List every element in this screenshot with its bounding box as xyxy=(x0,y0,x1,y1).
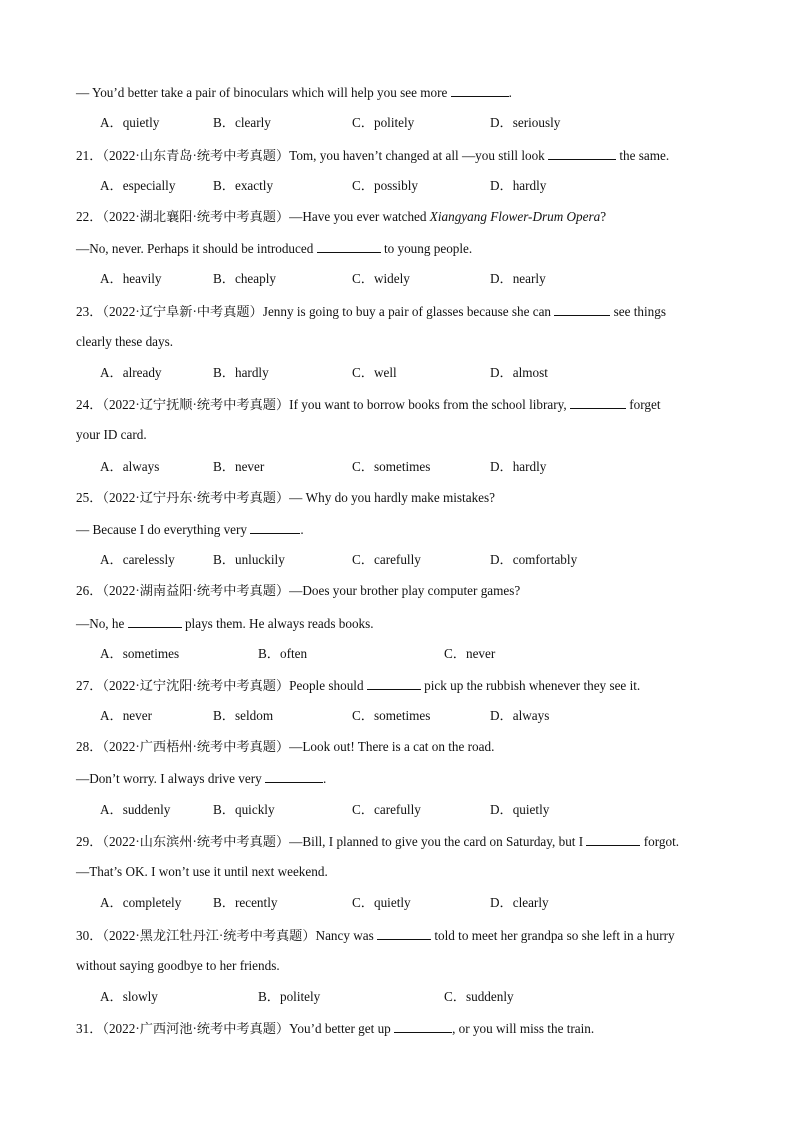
option-a: A．suddenly xyxy=(100,802,171,817)
option-d: D．comfortably xyxy=(490,552,578,567)
q23-question: 23．（2022·辽宁阜新·中考真题）Jenny is going to buy a pair of glasses because she can see things xyxy=(76,304,667,319)
q31-question: 31．（2022·广西河池·统考中考真题）You’d better get up , or you will miss the train. xyxy=(76,1021,595,1036)
q26-question: 26．（2022·湖南益阳·统考中考真题）—Does your brother play computer games? xyxy=(76,583,521,598)
option-a: A．always xyxy=(100,459,160,474)
option-b: B．hardly xyxy=(213,365,269,380)
blank xyxy=(548,147,616,160)
option-a: A．heavily xyxy=(100,271,162,286)
option-d: D．clearly xyxy=(490,895,549,910)
option-c: C．carefully xyxy=(352,552,421,567)
option-c: C．sometimes xyxy=(352,459,431,474)
q29-response: —That’s OK. I won’t use it until next weekend. xyxy=(76,864,328,879)
q23-question-cont: clearly these days. xyxy=(76,334,174,349)
blank xyxy=(317,240,381,253)
option-a: A．slowly xyxy=(100,989,158,1004)
q26-response: —No, he plays them. He always reads books. xyxy=(76,616,374,631)
option-b: B．cheaply xyxy=(213,271,276,286)
option-d: D．seriously xyxy=(490,115,561,130)
option-c: C．well xyxy=(352,365,397,380)
option-b: B．unluckily xyxy=(213,552,285,567)
option-c: C．sometimes xyxy=(352,708,431,723)
blank xyxy=(377,927,431,940)
option-a: A．never xyxy=(100,708,152,723)
blank xyxy=(451,84,509,97)
blank xyxy=(394,1020,452,1033)
option-c: C．widely xyxy=(352,271,410,286)
option-a: A．already xyxy=(100,365,162,380)
option-b: B．clearly xyxy=(213,115,271,130)
option-a: A．quietly xyxy=(100,115,160,130)
option-a: A．carelessly xyxy=(100,552,175,567)
q25-response: — Because I do everything very . xyxy=(76,522,304,537)
option-c: C．never xyxy=(444,646,496,661)
option-d: D．hardly xyxy=(490,178,547,193)
blank xyxy=(570,396,626,409)
blank xyxy=(265,770,323,783)
q28-response: —Don’t worry. I always drive very . xyxy=(76,771,327,786)
option-b: B．never xyxy=(213,459,265,474)
q30-question-cont: without saying goodbye to her friends. xyxy=(76,958,280,973)
option-d: D．quietly xyxy=(490,802,550,817)
option-d: D．always xyxy=(490,708,550,723)
blank xyxy=(250,521,300,534)
option-c: C．carefully xyxy=(352,802,421,817)
blank xyxy=(367,677,421,690)
q24-question: 24．（2022·辽宁抚顺·统考中考真题）If you want to borrow books from the school library, forget xyxy=(76,397,661,412)
option-c: C．suddenly xyxy=(444,989,514,1004)
q24-question-cont: your ID card. xyxy=(76,427,147,442)
option-d: D．nearly xyxy=(490,271,546,286)
q28-question: 28．（2022·广西梧州·统考中考真题）—Look out! There is a cat on the road. xyxy=(76,739,495,754)
q29-question: 29．（2022·山东滨州·统考中考真题）—Bill, I planned to give you the card on Saturday, but I forgot. xyxy=(76,834,680,849)
q22-response: —No, never. Perhaps it should be introduced to young people. xyxy=(76,241,473,256)
option-c: C．possibly xyxy=(352,178,418,193)
option-b: B．seldom xyxy=(213,708,274,723)
option-c: C．politely xyxy=(352,115,415,130)
q20-dialogue-line: — You’d better take a pair of binoculars which will help you see more . xyxy=(76,85,512,100)
option-b: B．exactly xyxy=(213,178,274,193)
option-a: A．especially xyxy=(100,178,176,193)
option-b: B．politely xyxy=(258,989,321,1004)
option-a: A．sometimes xyxy=(100,646,180,661)
option-b: B．often xyxy=(258,646,308,661)
option-d: D．almost xyxy=(490,365,548,380)
q22-question: 22．（2022·湖北襄阳·统考中考真题）—Have you ever watched Xiangyang Flower-Drum Opera? xyxy=(76,209,607,224)
blank xyxy=(128,615,182,628)
option-c: C．quietly xyxy=(352,895,411,910)
option-d: D．hardly xyxy=(490,459,547,474)
q27-question: 27．（2022·辽宁沈阳·统考中考真题）People should pick up the rubbish whenever they see it. xyxy=(76,678,641,693)
q30-question: 30．（2022·黑龙江牡丹江·统考中考真题）Nancy was told to meet her grandpa so she left in a hurry xyxy=(76,928,675,943)
option-b: B．quickly xyxy=(213,802,275,817)
q25-question: 25．（2022·辽宁丹东·统考中考真题）— Why do you hardly make mistakes? xyxy=(76,490,496,505)
blank xyxy=(554,303,610,316)
q21-question: 21．（2022·山东青岛·统考中考真题）Tom, you haven’t changed at all —you still look the same. xyxy=(76,148,670,163)
option-a: A．completely xyxy=(100,895,182,910)
option-b: B．recently xyxy=(213,895,278,910)
blank xyxy=(586,833,640,846)
